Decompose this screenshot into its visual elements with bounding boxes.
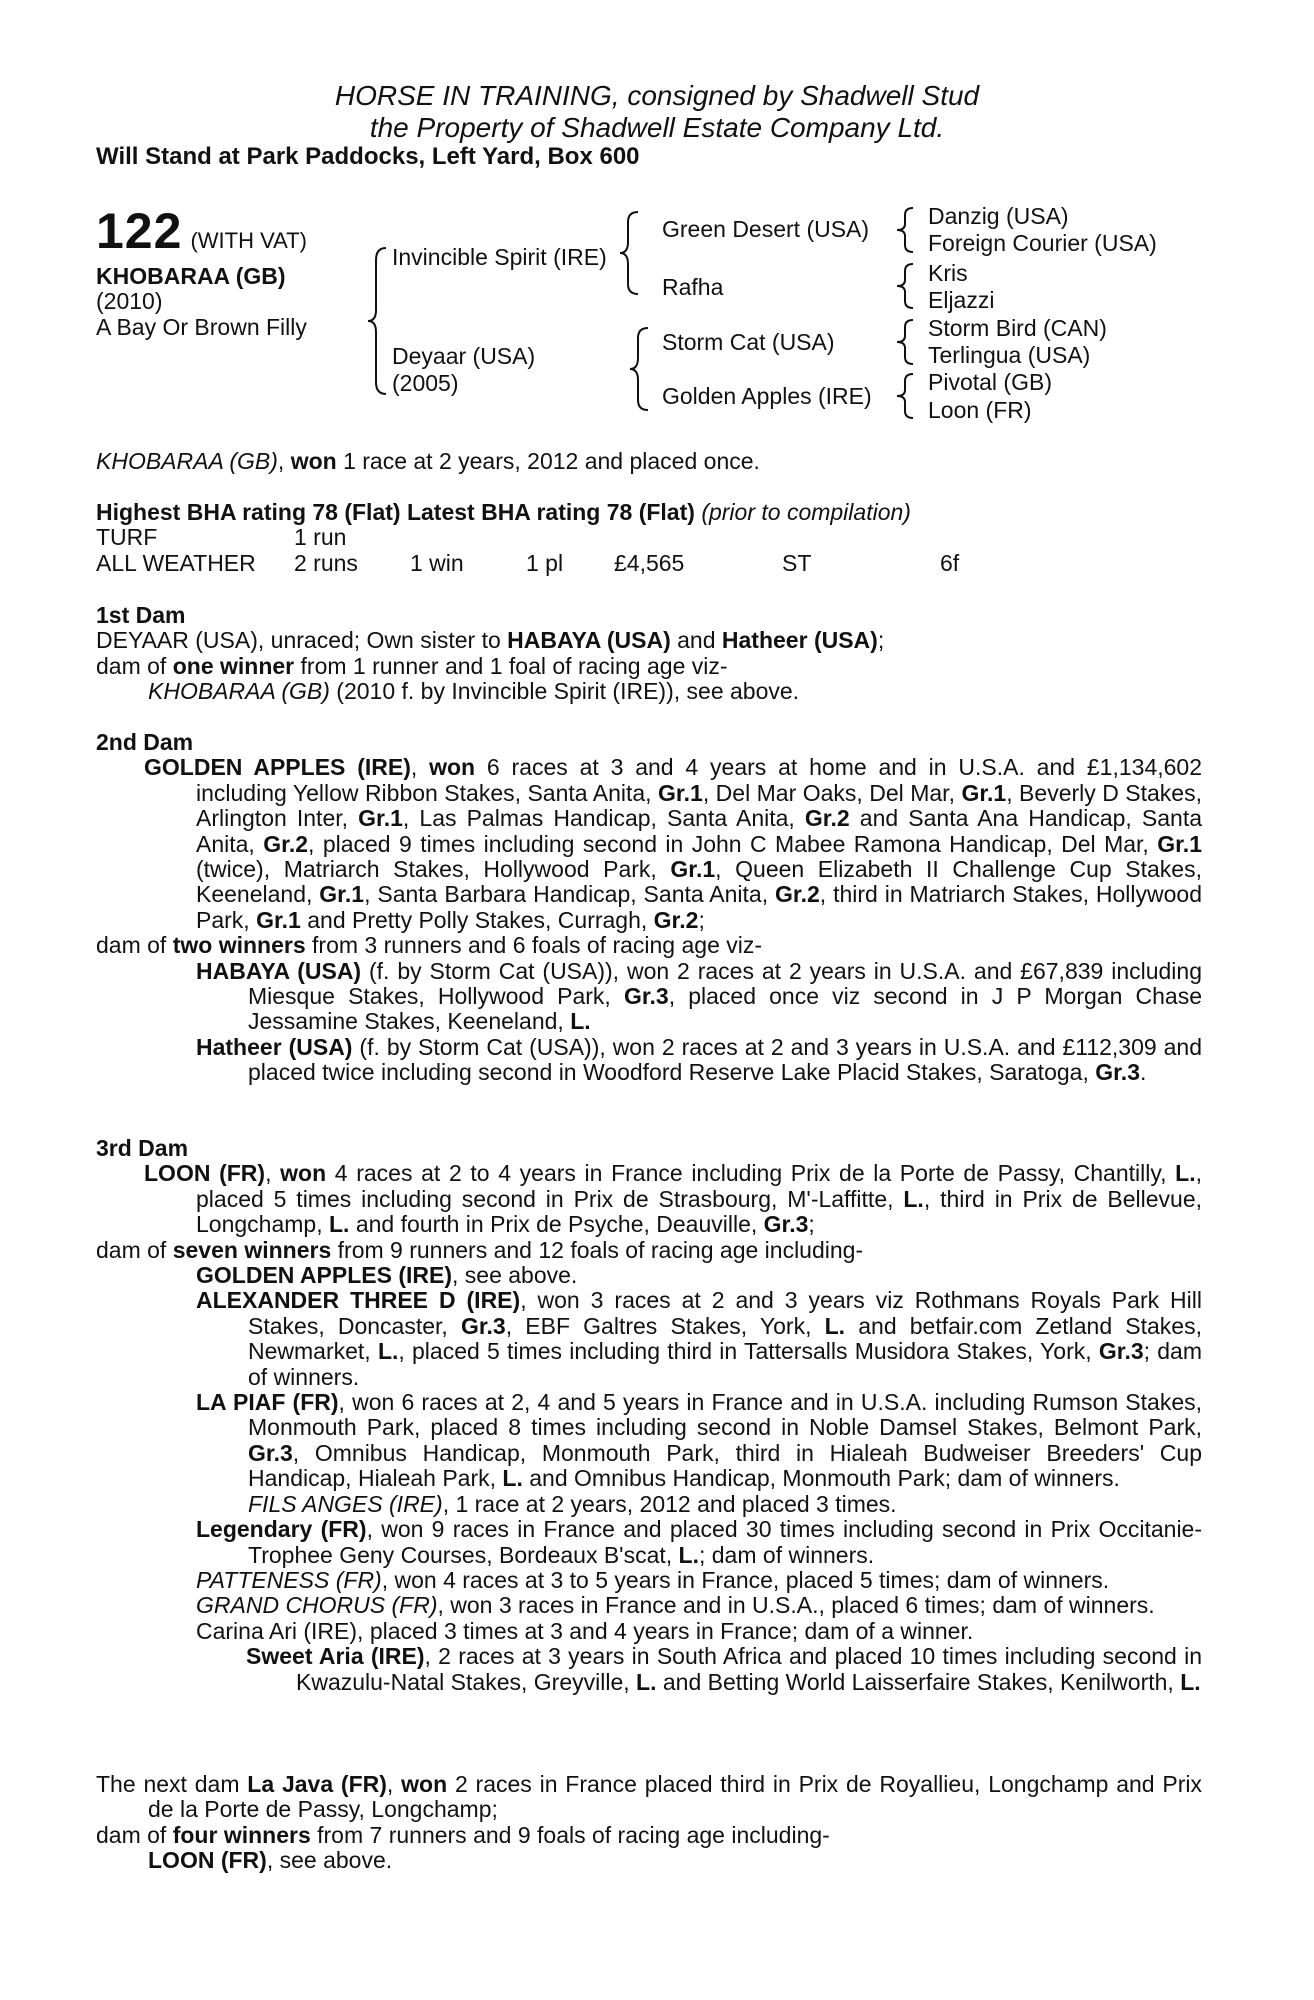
lot-number-block	[96, 203, 307, 259]
pedigree-brace-ss	[897, 206, 915, 254]
consignor-line: HORSE IN TRAINING, consigned by Shadwell Stud	[334, 80, 980, 111]
pedigree-ss-sire: Danzig (USA)	[928, 203, 1069, 229]
pedigree-dam: Deyaar (USA)	[392, 343, 536, 369]
third-dam-record: LOON (FR), won 4 races at 2 to 4 years in France including Prix de la Porte de Passy, Chantilly, L., placed 5 times including second in Prix de Strasbourg, M'-Laffitte, L., third in Prix de Bellevue, Longchamp, L. and fourth in Prix de Psyche, Deauville, Gr.3;	[144, 1160, 1203, 1238]
produce-la-piaf: LA PIAF (FR), won 6 races at 2, 4 and 5 years in France and in U.S.A. including Rumson Stakes, Monmouth Park, placed 8 times including second in Noble Damsel Stakes, Belmont Park, Gr.3, Omnibus Handicap, Monmouth Park, third in Hialeah Budweiser Breeders' Cup Handicap, Hialeah Park, L. and Omnibus Handicap, Monmouth Park; dam of winners.	[196, 1389, 1202, 1492]
pedigree-dam-year: (2005)	[392, 370, 459, 396]
first-dam-section	[96, 603, 1202, 705]
aw-prize: £4,565	[614, 549, 685, 576]
produce-carina-ari: Carina Ari (IRE), placed 3 times at 3 and 4 years in France; dam of a winner.	[196, 1617, 974, 1644]
next-dam-section	[96, 1772, 1202, 1874]
summary-name: KHOBARAA (GB)	[96, 448, 278, 474]
first-dam-heading: 1st Dam	[96, 602, 186, 628]
turf-record-row	[96, 525, 1202, 550]
pedigree-brace-dam	[630, 326, 652, 412]
horse-year: (2010)	[96, 288, 163, 314]
pedigree-sire-dam: Rafha	[662, 274, 724, 300]
turf-runs: 1 run	[294, 524, 347, 551]
horse-name: KHOBARAA (GB)	[96, 263, 286, 289]
produce-grand-chorus: GRAND CHORUS (FR), won 3 races in France and in U.S.A., placed 6 times; dam of winners.	[196, 1592, 1155, 1619]
first-dam-line3: KHOBARAA (GB) (2010 f. by Invincible Spirit (IRE)), see above.	[148, 678, 800, 705]
produce-golden-apples: GOLDEN APPLES (IRE), see above.	[196, 1262, 578, 1289]
pedigree-brace-sire	[620, 210, 642, 296]
summary-rest: 1 race at 2 years, 2012 and placed once.	[336, 448, 760, 474]
vat-label: (WITH VAT)	[190, 228, 307, 253]
pedigree-sire: Invincible Spirit (IRE)	[392, 244, 607, 270]
aw-surface: ALL WEATHER	[96, 549, 256, 576]
produce-fils-anges: FILS ANGES (IRE), 1 race at 2 years, 2012 and placed 3 times.	[248, 1490, 897, 1517]
pedigree-brace-dd	[897, 372, 915, 420]
pedigree-ds-sire: Storm Bird (CAN)	[928, 315, 1107, 341]
horse-description: A Bay Or Brown Filly	[96, 314, 307, 340]
pedigree-brace-main	[368, 246, 390, 396]
rating-block	[96, 500, 1202, 576]
second-dam-produce: dam of two winners from 3 runners and 6 foals of racing age viz-	[96, 932, 763, 959]
pedigree-sd-dam: Eljazzi	[928, 287, 995, 313]
pedigree-sd-sire: Kris	[928, 260, 968, 286]
rating-note: (prior to compilation)	[701, 499, 911, 525]
next-dam-produce: dam of four winners from 7 runners and 9 foals of racing age including-	[96, 1821, 830, 1848]
aw-runs: 2 runs	[294, 549, 358, 576]
pedigree-dam-dam: Golden Apples (IRE)	[662, 383, 872, 409]
pedigree-dd-sire: Pivotal (GB)	[928, 369, 1052, 395]
pedigree-dam-sire: Storm Cat (USA)	[662, 329, 835, 355]
first-dam-line1: DEYAAR (USA), unraced; Own sister to HABAYA (USA) and Hatheer (USA);	[96, 627, 885, 654]
second-dam-record: GOLDEN APPLES (IRE), won 6 races at 3 and 4 years at home and in U.S.A. and £1,134,602 including Yellow Ribbon Stakes, Santa Anita, Gr.1, Del Mar Oaks, Del Mar, Gr.1, Beverly D Stakes, Arlington Inter, Gr.1, Las Palmas Handicap, Santa Anita, Gr.2 and Santa Ana Handicap, Santa Anita, Gr.2, placed 9 times including second in John C Mabee Ramona Handicap, Del Mar, Gr.1 (twice), Matriarch Stakes, Hollywood Park, Gr.1, Queen Elizabeth II Challenge Cup Stakes, Keeneland, Gr.1, Santa Barbara Handicap, Santa Anita, Gr.2, third in Matriarch Stakes, Hollywood Park, Gr.1 and Pretty Polly Stakes, Curragh, Gr.2;	[144, 754, 1203, 933]
third-dam-produce: dam of seven winners from 9 runners and 12 foals of racing age including-	[96, 1236, 864, 1263]
rating-text: Highest BHA rating 78 (Flat) Latest BHA rating 78 (Flat)	[96, 499, 695, 525]
produce-loon: LOON (FR), see above.	[148, 1847, 393, 1874]
produce-habaya: HABAYA (USA) (f. by Storm Cat (USA)), won 2 races at 2 years in U.S.A. and £67,839 including Miesque Stakes, Hollywood Park, Gr.3, placed once viz second in J P Morgan Chase Jessamine Stakes, Keeneland, L.	[196, 957, 1202, 1035]
next-dam-record: The next dam La Java (FR), won 2 races in France placed third in Prix de Royallieu, Longchamp and Prix de la Porte de Passy, Longchamp;	[96, 1771, 1203, 1823]
produce-hatheer: Hatheer (USA) (f. by Storm Cat (USA)), won 2 races at 2 and 3 years in U.S.A. and £112,309 and placed twice including second in Woodford Reserve Lake Placid Stakes, Saratoga, Gr.3.	[196, 1033, 1202, 1086]
third-dam-heading: 3rd Dam	[96, 1135, 189, 1161]
second-dam-heading: 2nd Dam	[96, 729, 194, 755]
aw-going: ST	[782, 549, 812, 576]
first-dam-line2: dam of one winner from 1 runner and 1 foal of racing age viz-	[96, 652, 728, 679]
pedigree-sire-sire: Green Desert (USA)	[662, 216, 870, 242]
produce-legendary: Legendary (FR), won 9 races in France and placed 30 times including second in Prix Occitanie-Trophee Geny Courses, Bordeaux B'scat, L.; dam of winners.	[196, 1516, 1202, 1568]
stabling-line: Will Stand at Park Paddocks, Left Yard, Box 600	[96, 143, 640, 170]
aw-wins: 1 win	[410, 549, 464, 576]
aw-distance: 6f	[940, 549, 960, 576]
third-dam-section	[96, 1136, 1202, 1695]
property-line: the Property of Shadwell Estate Company Ltd.	[369, 112, 945, 143]
turf-surface: TURF	[96, 524, 158, 551]
aw-record-row	[96, 551, 1202, 576]
pedigree-brace-ds	[897, 318, 915, 366]
pedigree-ds-dam: Terlingua (USA)	[928, 342, 1091, 368]
pedigree-brace-sd	[897, 262, 915, 310]
race-summary: KHOBARAA (GB), won 1 race at 2 years, 2012 and placed once.	[96, 448, 760, 474]
pedigree-dd-dam: Loon (FR)	[928, 397, 1032, 423]
second-dam-section	[96, 730, 1202, 1086]
produce-patteness: PATTENESS (FR), won 4 races at 3 to 5 years in France, placed 5 times; dam of winners.	[196, 1566, 1110, 1593]
aw-placed: 1 pl	[526, 549, 564, 576]
lot-number: 122	[96, 203, 183, 259]
summary-won: won	[290, 448, 337, 474]
pedigree-ss-dam: Foreign Courier (USA)	[928, 230, 1157, 256]
produce-sweet-aria: Sweet Aria (IRE), 2 races at 3 years in South Africa and placed 10 times including second in Kwazulu-Natal Stakes, Greyville, L. and Betting World Laisserfaire Stakes, Kenilworth, L.	[246, 1643, 1202, 1695]
produce-alexander-three-d: ALEXANDER THREE D (IRE), won 3 races at 2 and 3 years viz Rothmans Royals Park Hill Stakes, Doncaster, Gr.3, EBF Galtres Stakes, York, L. and betfair.com Zetland Stakes, Newmarket, L., placed 5 times including third in Tattersalls Musidora Stakes, York, Gr.3; dam of winners.	[196, 1287, 1203, 1390]
